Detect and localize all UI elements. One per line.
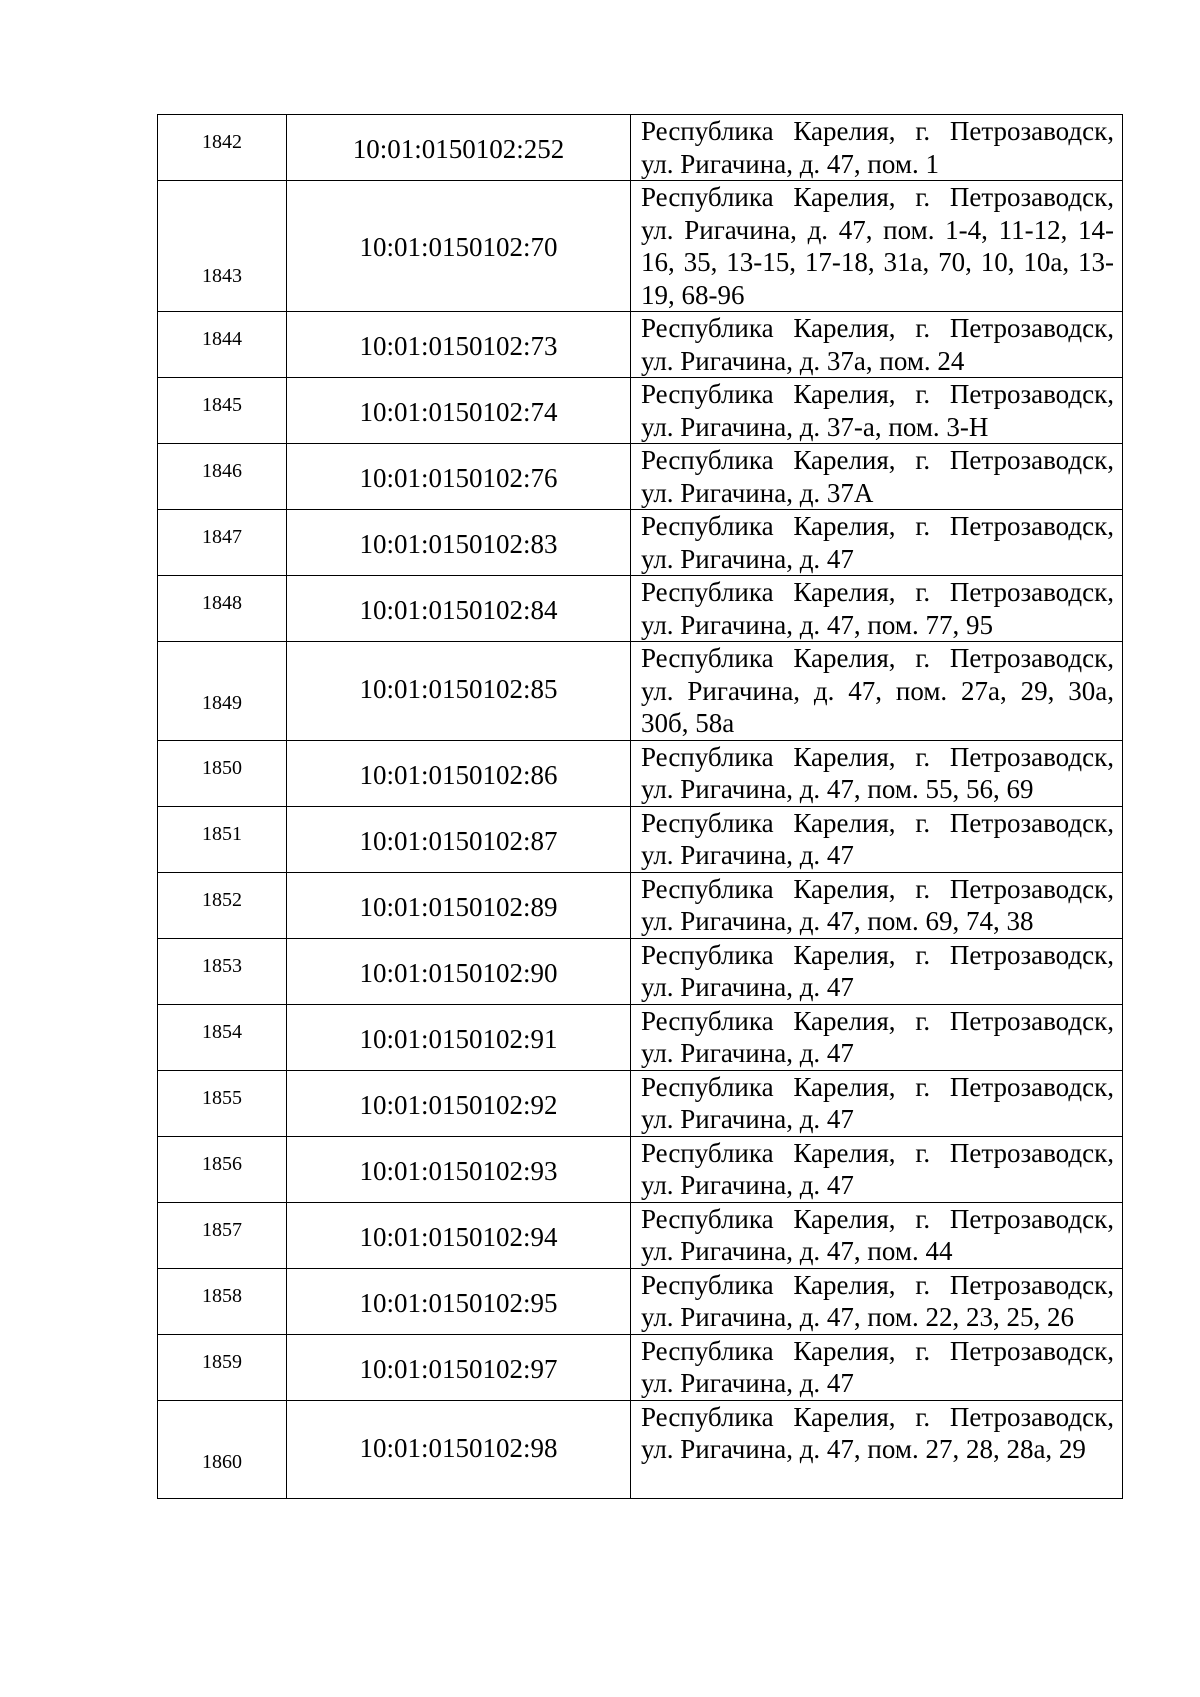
cadastral-number: 10:01:0150102:70 (287, 181, 631, 312)
cadastral-number: 10:01:0150102:89 (287, 872, 631, 938)
row-number: 1842 (158, 115, 287, 181)
address: Республика Карелия, г. Петрозаводск, ул. Ригачина, д. 47 (631, 938, 1123, 1004)
cadastral-number: 10:01:0150102:83 (287, 510, 631, 576)
address: Республика Карелия, г. Петрозаводск, ул. Ригачина, д. 47, пом. 55, 56, 69 (631, 740, 1123, 806)
address: Республика Карелия, г. Петрозаводск, ул. Ригачина, д. 47, пом. 27а, 29, 30а, 30б, 58а (631, 642, 1123, 741)
row-number: 1856 (158, 1136, 287, 1202)
address: Республика Карелия, г. Петрозаводск, ул. Ригачина, д. 47, пом. 69, 74, 38 (631, 872, 1123, 938)
table-row (158, 938, 1123, 1004)
cadastral-number: 10:01:0150102:93 (287, 1136, 631, 1202)
cadastral-number: 10:01:0150102:73 (287, 312, 631, 378)
table-row (158, 1334, 1123, 1400)
table-row (158, 872, 1123, 938)
cadastral-number: 10:01:0150102:84 (287, 576, 631, 642)
table-row (158, 1136, 1123, 1202)
row-number: 1859 (158, 1334, 287, 1400)
address: Республика Карелия, г. Петрозаводск, ул. Ригачина, д. 47, пом. 27, 28, 28а, 29 (631, 1400, 1123, 1498)
cadastral-number: 10:01:0150102:90 (287, 938, 631, 1004)
row-number: 1854 (158, 1004, 287, 1070)
cadastral-number: 10:01:0150102:74 (287, 378, 631, 444)
cadastral-number: 10:01:0150102:85 (287, 642, 631, 741)
table-row (158, 312, 1123, 378)
row-number: 1860 (158, 1400, 287, 1498)
address: Республика Карелия, г. Петрозаводск, ул. Ригачина, д. 37А (631, 444, 1123, 510)
row-number: 1845 (158, 378, 287, 444)
row-number: 1849 (158, 642, 287, 741)
address: Республика Карелия, г. Петрозаводск, ул. Ригачина, д. 47, пом. 44 (631, 1202, 1123, 1268)
row-number: 1848 (158, 576, 287, 642)
address: Республика Карелия, г. Петрозаводск, ул. Ригачина, д. 47 (631, 1004, 1123, 1070)
table-row (158, 1268, 1123, 1334)
cadastral-number: 10:01:0150102:76 (287, 444, 631, 510)
table-row (158, 1202, 1123, 1268)
table-row (158, 1004, 1123, 1070)
row-number: 1846 (158, 444, 287, 510)
row-number: 1857 (158, 1202, 287, 1268)
cadastral-number: 10:01:0150102:86 (287, 740, 631, 806)
address: Республика Карелия, г. Петрозаводск, ул. Ригачина, д. 47 (631, 806, 1123, 872)
address: Республика Карелия, г. Петрозаводск, ул. Ригачина, д. 47 (631, 510, 1123, 576)
address: Республика Карелия, г. Петрозаводск, ул. Ригачина, д. 37-а, пом. 3-Н (631, 378, 1123, 444)
property-table (157, 114, 1123, 1499)
table-row (158, 181, 1123, 312)
cadastral-number: 10:01:0150102:252 (287, 115, 631, 181)
row-number: 1853 (158, 938, 287, 1004)
table-row (158, 378, 1123, 444)
cadastral-number: 10:01:0150102:95 (287, 1268, 631, 1334)
address: Республика Карелия, г. Петрозаводск, ул. Ригачина, д. 47 (631, 1136, 1123, 1202)
table-row (158, 576, 1123, 642)
cadastral-number: 10:01:0150102:98 (287, 1400, 631, 1498)
table-row (158, 806, 1123, 872)
row-number: 1852 (158, 872, 287, 938)
address: Республика Карелия, г. Петрозаводск, ул. Ригачина, д. 47, пом. 22, 23, 25, 26 (631, 1268, 1123, 1334)
table-row (158, 510, 1123, 576)
address: Республика Карелия, г. Петрозаводск, ул. Ригачина, д. 37а, пом. 24 (631, 312, 1123, 378)
table-row (158, 115, 1123, 181)
row-number: 1847 (158, 510, 287, 576)
row-number: 1855 (158, 1070, 287, 1136)
address: Республика Карелия, г. Петрозаводск, ул. Ригачина, д. 47, пом. 77, 95 (631, 576, 1123, 642)
table-row (158, 1070, 1123, 1136)
address: Республика Карелия, г. Петрозаводск, ул. Ригачина, д. 47, пом. 1 (631, 115, 1123, 181)
address: Республика Карелия, г. Петрозаводск, ул. Ригачина, д. 47 (631, 1334, 1123, 1400)
row-number: 1851 (158, 806, 287, 872)
row-number: 1858 (158, 1268, 287, 1334)
address: Республика Карелия, г. Петрозаводск, ул. Ригачина, д. 47 (631, 1070, 1123, 1136)
row-number: 1844 (158, 312, 287, 378)
address: Республика Карелия, г. Петрозаводск, ул. Ригачина, д. 47, пом. 1-4, 11-12, 14-16, 35, 13-15, 17-18, 31а, 70, 10, 10а, 13-19, 68-96 (631, 181, 1123, 312)
row-number: 1850 (158, 740, 287, 806)
cadastral-number: 10:01:0150102:97 (287, 1334, 631, 1400)
table-row (158, 740, 1123, 806)
row-number: 1843 (158, 181, 287, 312)
cadastral-number: 10:01:0150102:91 (287, 1004, 631, 1070)
cadastral-number: 10:01:0150102:92 (287, 1070, 631, 1136)
table-row (158, 444, 1123, 510)
table-row (158, 1400, 1123, 1498)
cadastral-number: 10:01:0150102:87 (287, 806, 631, 872)
table-row (158, 642, 1123, 741)
cadastral-number: 10:01:0150102:94 (287, 1202, 631, 1268)
